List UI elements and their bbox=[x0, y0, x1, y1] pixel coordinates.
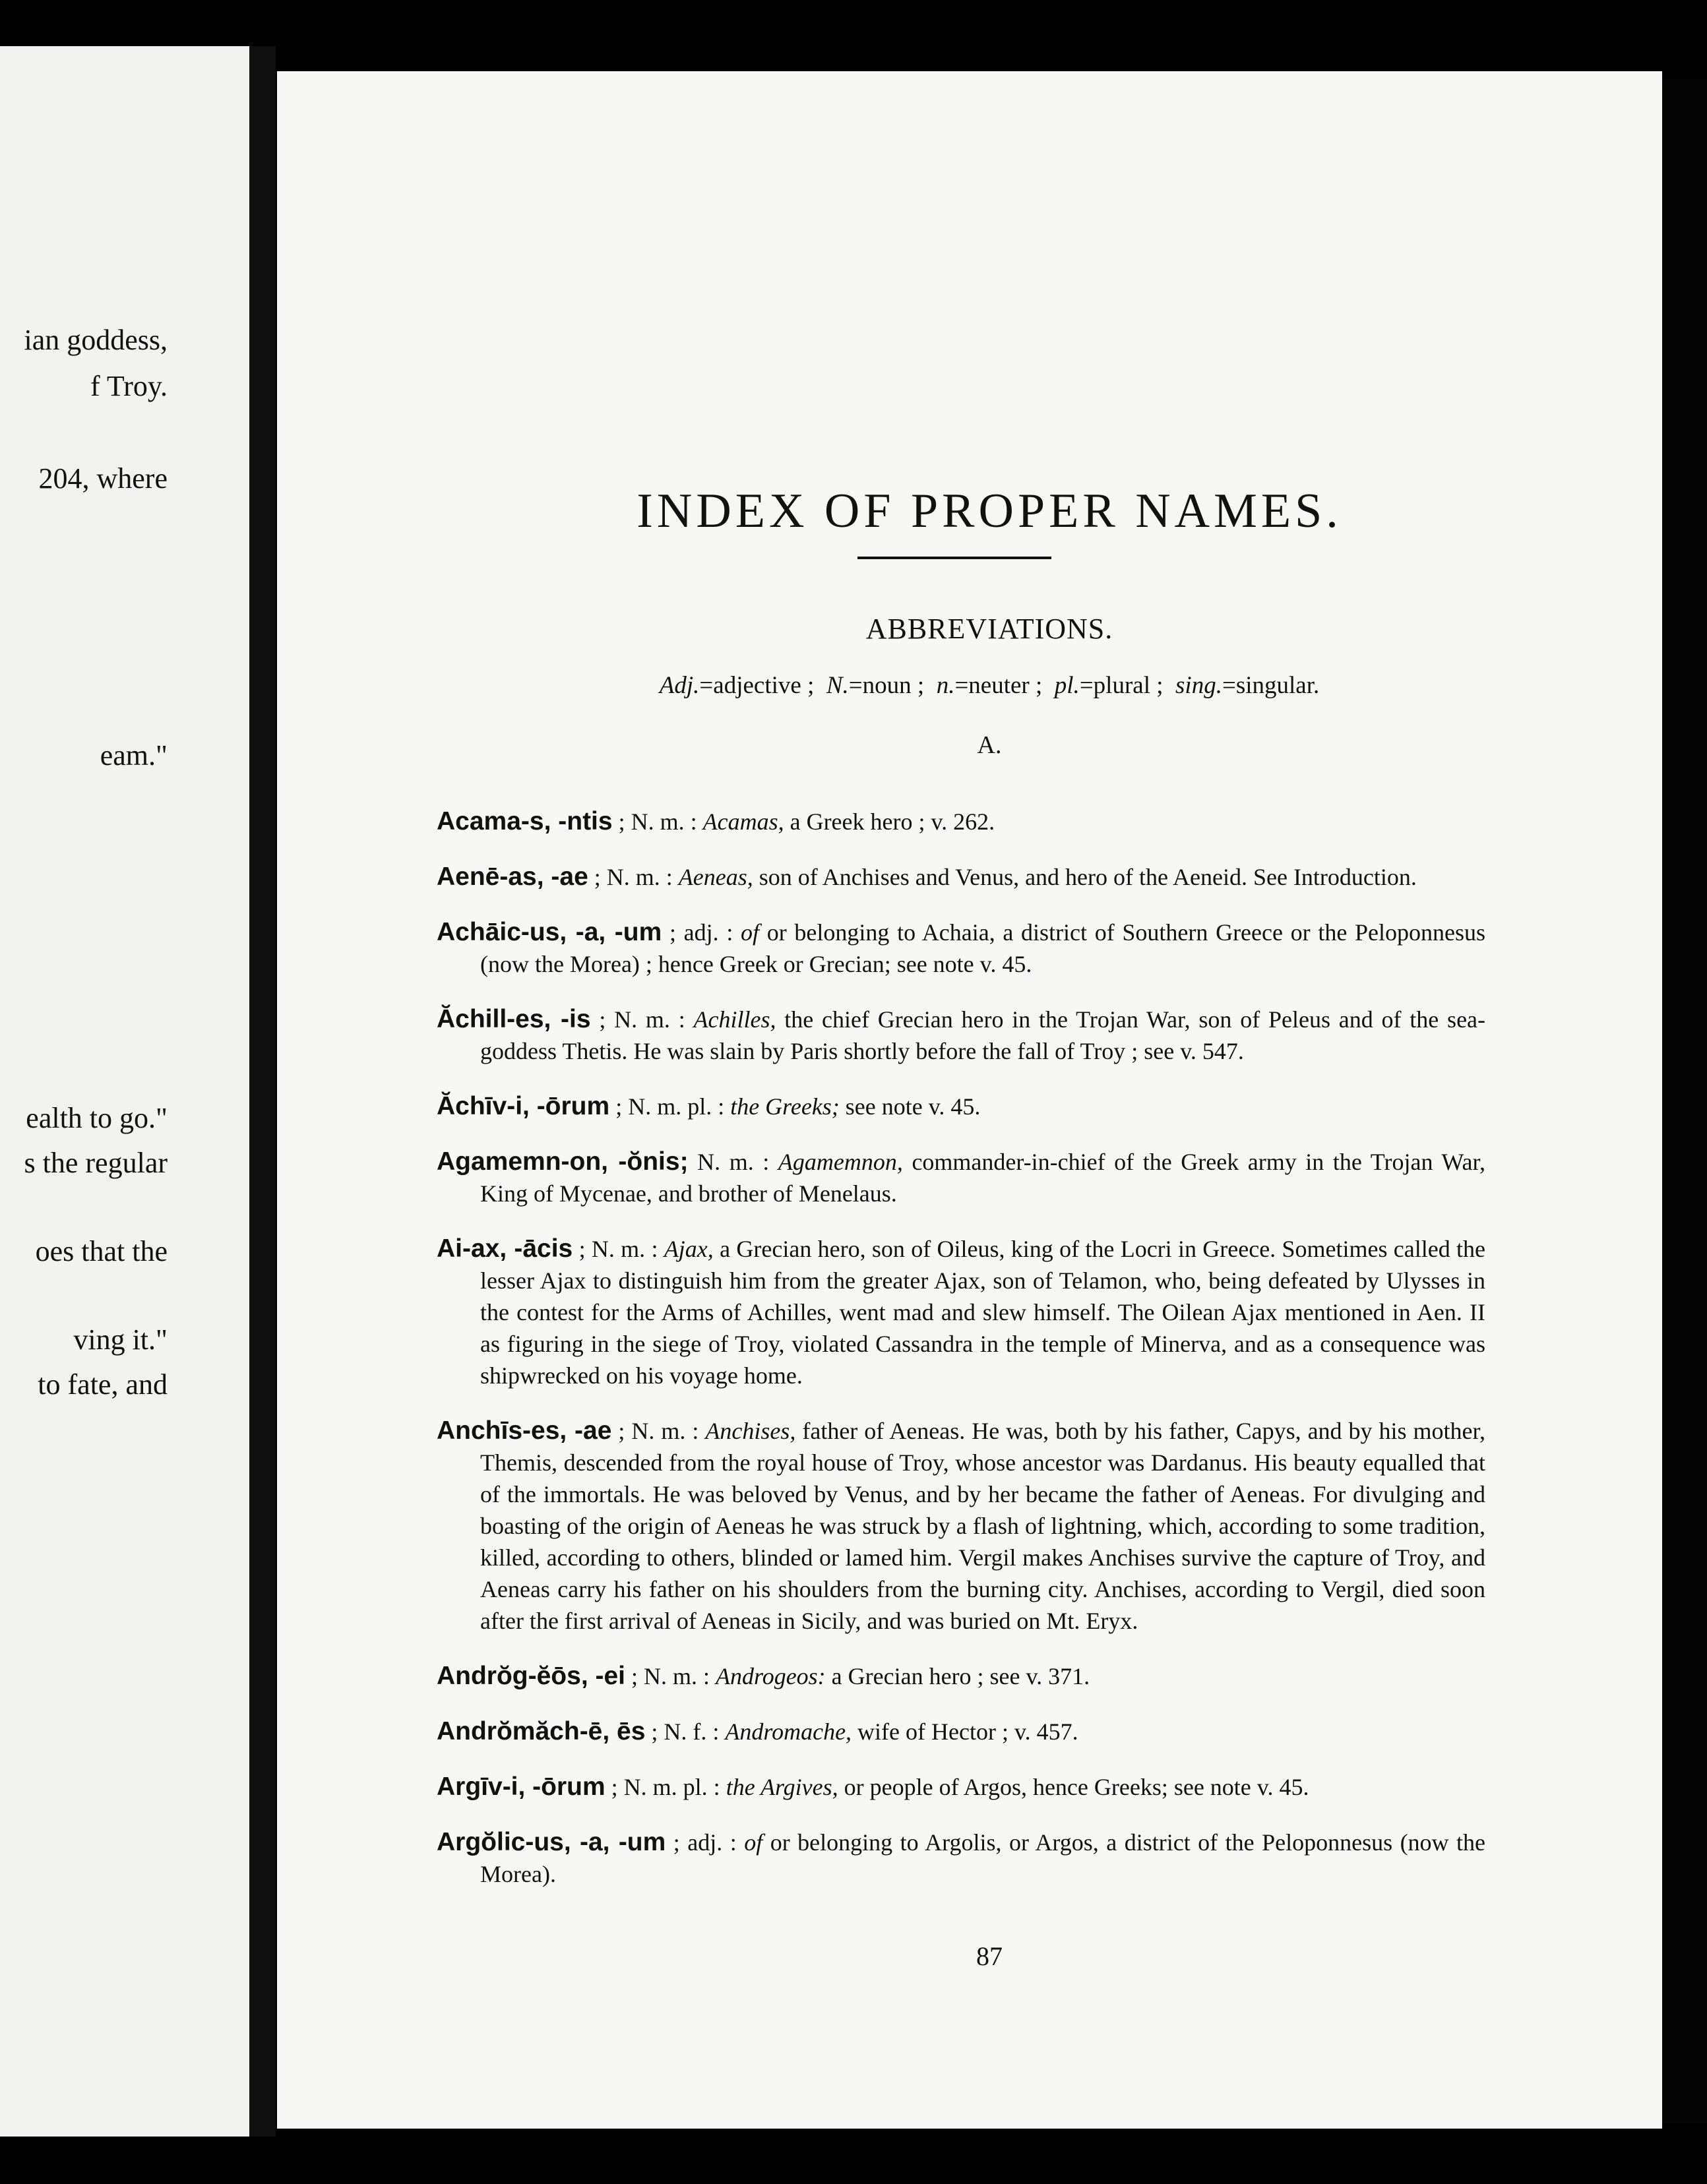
headword: Andrŏg-ĕōs, -ei bbox=[437, 1662, 626, 1690]
definition: a Grecian hero, son of Oileus, king of the Locri in Greece. Sometimes called the lesser Ajax to distinguish him from the greater Ajax, son of Telamon, who, being defeated by Ulysses in the contest for the Arms of Achilles, went mad and slew himself. The Oilean Ajax mentioned in Aen. II as figuring in the siege of Troy, violated Cassandra in the temple of Minerva, and as a consequence was shipwrecked on his voyage home. bbox=[480, 1236, 1486, 1389]
gloss: Acamas, bbox=[702, 808, 784, 835]
gloss: Aeneas, bbox=[678, 864, 753, 890]
index-entry bbox=[437, 1771, 1485, 1803]
definition: commander-in-chief of the Greek army in the Trojan War, King of Mycenae, and brother of Menelaus. bbox=[480, 1149, 1486, 1207]
facing-page-line: ian goddess, bbox=[24, 324, 168, 356]
gloss: Agamemnon, bbox=[778, 1149, 903, 1175]
grammar: ; N. m. : bbox=[599, 1006, 685, 1033]
gloss: Androgeos: bbox=[716, 1663, 826, 1689]
abbreviation-item: n.=neuter bbox=[936, 672, 1030, 699]
index-entry bbox=[437, 861, 1485, 893]
abbreviation-item: Adj.=adjective bbox=[659, 672, 801, 699]
gloss: of bbox=[744, 1829, 763, 1856]
facing-page-line: eam." bbox=[100, 739, 168, 772]
index-entry bbox=[437, 917, 1485, 980]
index-entry bbox=[437, 1716, 1485, 1747]
grammar: ; N. f. : bbox=[651, 1718, 720, 1745]
index-entry bbox=[437, 1146, 1485, 1209]
definition: son of Anchises and Venus, and hero of the Aeneid. See Introduction. bbox=[759, 864, 1417, 890]
grammar: ; N. m. pl. : bbox=[611, 1774, 720, 1800]
gloss: Achilles, bbox=[693, 1006, 776, 1033]
facing-page-line: ealth to go." bbox=[26, 1102, 168, 1134]
page-edge-shadow bbox=[1662, 79, 1707, 2123]
facing-page-line: s the regular bbox=[24, 1147, 168, 1179]
grammar: ; N. m. : bbox=[631, 1663, 710, 1689]
book-gutter bbox=[249, 46, 276, 2137]
grammar: N. m. : bbox=[697, 1149, 770, 1175]
grammar: ; adj. : bbox=[669, 919, 733, 946]
index-entries bbox=[437, 782, 1485, 1898]
definition: or belonging to Achaia, a district of Southern Greece or the Peloponnesus (now the Morea) ; hence Greek or Grecian; see note v. 45. bbox=[480, 919, 1486, 977]
abbreviation-item: N.=noun bbox=[826, 672, 912, 699]
headword: Ăchīv-i, -ōrum bbox=[437, 1092, 610, 1120]
facing-page-line: 204, where bbox=[38, 462, 168, 495]
grammar: ; adj. : bbox=[673, 1829, 737, 1856]
headword: Andrŏmăch-ē, ēs bbox=[437, 1717, 646, 1745]
definition: or people of Argos, hence Greeks; see note v. 45. bbox=[844, 1774, 1309, 1800]
headword: Acama-s, -ntis bbox=[437, 807, 613, 835]
facing-page-fragment bbox=[0, 46, 249, 2137]
abbreviation-item: sing.=singular. bbox=[1175, 672, 1320, 699]
abbreviations-list: Adj.=adjective ; N.=noun ; n.=neuter ; pl.=plural ; sing.=singular. bbox=[659, 672, 1320, 699]
index-entry bbox=[437, 806, 1485, 837]
gloss: the Greeks; bbox=[730, 1093, 840, 1120]
index-entry bbox=[437, 1415, 1485, 1637]
headword: Argŏlic-us, -a, -um bbox=[437, 1828, 666, 1856]
definition: or belonging to Argolis, or Argos, a district of the Peloponnesus (now the Morea). bbox=[480, 1829, 1486, 1887]
index-entry bbox=[437, 1827, 1485, 1890]
page-title: INDEX OF PROPER NAMES. bbox=[636, 483, 1342, 538]
abbreviations-heading: ABBREVIATIONS. bbox=[865, 613, 1113, 645]
gloss: Andromache, bbox=[725, 1718, 852, 1745]
facing-page-line: oes that the bbox=[35, 1235, 168, 1267]
definition: the chief Grecian hero in the Trojan War, son of Peleus and of the sea-goddess Thetis. He was slain by Paris shortly before the fall of Troy ; see v. 547. bbox=[480, 1006, 1486, 1064]
abbreviation-item: pl.=plural bbox=[1054, 672, 1150, 699]
index-entry bbox=[437, 1233, 1485, 1391]
grammar: ; N. m. : bbox=[578, 1236, 658, 1262]
section-letter: A. bbox=[977, 731, 1002, 759]
gloss: Ajax, bbox=[664, 1236, 714, 1262]
facing-page-line: ving it." bbox=[73, 1323, 168, 1356]
grammar: ; N. m. pl. : bbox=[615, 1093, 725, 1120]
page-number: 87 bbox=[976, 1941, 1003, 1971]
index-entry bbox=[437, 1004, 1485, 1067]
grammar: ; N. m. : bbox=[594, 864, 673, 890]
facing-page-line: f Troy. bbox=[90, 370, 168, 402]
headword: Anchīs-es, -ae bbox=[437, 1416, 612, 1445]
grammar: ; N. m. : bbox=[618, 808, 697, 835]
headword: Agamemn-on, -ŏnis; bbox=[437, 1147, 689, 1176]
headword: Argīv-i, -ōrum bbox=[437, 1773, 605, 1801]
title-divider bbox=[857, 557, 1051, 559]
index-page bbox=[277, 71, 1662, 2129]
headword: Ai-ax, -ācis bbox=[437, 1234, 573, 1263]
index-entry bbox=[437, 1091, 1485, 1122]
facing-page-line: to fate, and bbox=[38, 1368, 168, 1401]
grammar: ; N. m. : bbox=[618, 1418, 699, 1444]
definition: father of Aeneas. He was, both by his father, Capys, and by his mother, Themis, descended from the royal house of Troy, whose ancestor was Dardanus. His beauty equalled that of the immortals. He was beloved by Venus, and by her became the father of Aeneas. For divulging and boasting of the origin of Aeneas he was struck by a flash of lightning, which, according to some tradition, killed, according to others, blinded or lamed him. Vergil makes Anchises survive the capture of Troy, and Aeneas carry his father on his shoulders from the burning city. Anchises, according to Vergil, died soon after the first arrival of Aeneas in Sicily, and was buried on Mt. Eryx. bbox=[480, 1418, 1486, 1634]
headword: Achāic-us, -a, -um bbox=[437, 918, 662, 946]
definition: see note v. 45. bbox=[845, 1093, 981, 1120]
index-entry bbox=[437, 1660, 1485, 1692]
gloss: the Argives, bbox=[726, 1774, 838, 1800]
gloss: of bbox=[741, 919, 760, 946]
definition: a Greek hero ; v. 262. bbox=[790, 808, 995, 835]
definition: a Grecian hero ; see v. 371. bbox=[831, 1663, 1090, 1689]
definition: wife of Hector ; v. 457. bbox=[857, 1718, 1078, 1745]
headword: Aenē-as, -ae bbox=[437, 863, 588, 891]
gloss: Anchises, bbox=[705, 1418, 796, 1444]
headword: Ăchill-es, -is bbox=[437, 1005, 591, 1033]
